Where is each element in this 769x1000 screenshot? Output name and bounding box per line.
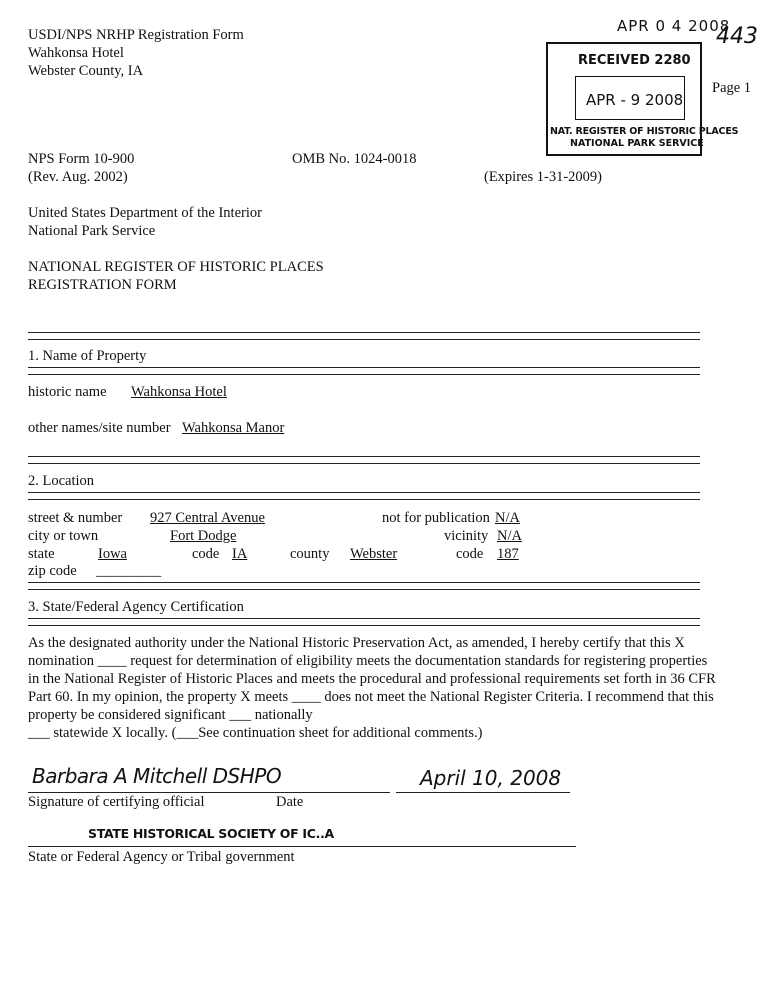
- header-county: Webster County, IA: [28, 63, 144, 79]
- vicinity-value: N/A: [497, 528, 522, 544]
- county-label: county: [290, 546, 330, 562]
- divider: [28, 492, 700, 500]
- state-code-value: IA: [232, 546, 248, 562]
- section3-heading: 3. State/Federal Agency Certification: [28, 599, 244, 615]
- section2-heading: 2. Location: [28, 473, 95, 489]
- signature-label: Signature of certifying official: [28, 794, 205, 810]
- handwritten-number: 443: [716, 24, 758, 49]
- state-code-label: code: [192, 546, 220, 562]
- state-label: state: [28, 546, 55, 562]
- street-label: street & number: [28, 510, 123, 526]
- county-value: Webster: [350, 546, 398, 562]
- form-revision: (Rev. Aug. 2002): [28, 169, 128, 185]
- form-title-line2: REGISTRATION FORM: [28, 277, 177, 293]
- city-label: city or town: [28, 528, 99, 544]
- header-form-title: USDI/NPS NRHP Registration Form: [28, 27, 244, 43]
- county-code-label: code: [456, 546, 484, 562]
- received-stamp-label: RECEIVED 2280: [578, 53, 691, 68]
- register-stamp-line2: NATIONAL PARK SERVICE: [570, 138, 704, 149]
- not-for-publication-value: N/A: [495, 510, 520, 526]
- divider: [28, 332, 700, 340]
- divider: [28, 456, 700, 464]
- county-code-value: 187: [497, 546, 519, 562]
- section1-heading: 1. Name of Property: [28, 348, 147, 364]
- historic-name-label: historic name: [28, 384, 107, 400]
- agency-label: State or Federal Agency or Tribal government: [28, 849, 295, 865]
- official-signature: Barbara A Mitchell DSHPO: [32, 764, 282, 788]
- agency-line: [28, 846, 576, 847]
- agency-line1: United States Department of the Interior: [28, 205, 262, 221]
- zip-label: zip code: [28, 563, 77, 579]
- header-property-name: Wahkonsa Hotel: [28, 45, 124, 61]
- signature-date: April 10, 2008: [420, 766, 562, 790]
- agency-stamp: STATE HISTORICAL SOCIETY OF IC..A: [88, 826, 334, 841]
- zip-value: _________: [96, 563, 162, 579]
- register-stamp-line1: NAT. REGISTER OF HISTORIC PLACES: [550, 126, 739, 137]
- certification-text-line5: property be considered significant ___ nationally: [28, 707, 313, 723]
- vicinity-label: vicinity: [444, 528, 489, 544]
- form-title-line1: NATIONAL REGISTER OF HISTORIC PLACES: [28, 259, 324, 275]
- divider: [28, 582, 700, 590]
- state-value: Iowa: [98, 546, 127, 562]
- certification-text-line6: ___ statewide X locally. (___See continuation sheet for additional comments.): [28, 725, 483, 741]
- certification-text-line2: nomination ____ request for determination of eligibility meets the documentation standards for registering properties: [28, 653, 708, 669]
- certification-text-line3: in the National Register of Historic Places and meets the procedural and professional requirements set forth in 36 CFR: [28, 671, 716, 687]
- omb-number: OMB No. 1024-0018: [292, 151, 417, 167]
- other-names-value: Wahkonsa Manor: [182, 420, 285, 436]
- certification-text-line1: As the designated authority under the National Historic Preservation Act, as amended, I hereby certify that this X: [28, 635, 685, 651]
- historic-name-value: Wahkonsa Hotel: [131, 384, 227, 400]
- form-number: NPS Form 10-900: [28, 151, 135, 167]
- street-value: 927 Central Avenue: [150, 510, 265, 526]
- certification-text-line4: Part 60. In my opinion, the property X meets ____ does not meet the National Register Criteria. I recommend that this: [28, 689, 714, 705]
- date-line: [396, 792, 570, 793]
- received-stamp-date: APR - 9 2008: [586, 91, 684, 109]
- divider: [28, 367, 700, 375]
- expiration-date: (Expires 1-31-2009): [484, 169, 602, 185]
- date-label: Date: [276, 794, 304, 810]
- divider: [28, 618, 700, 626]
- date-stamp-top: APR 0 4 2008: [617, 17, 731, 35]
- not-for-publication-label: not for publication: [382, 510, 490, 526]
- agency-line2: National Park Service: [28, 223, 156, 239]
- page-number: Page 1: [712, 80, 752, 96]
- city-value: Fort Dodge: [170, 528, 237, 544]
- other-names-label: other names/site number: [28, 420, 171, 436]
